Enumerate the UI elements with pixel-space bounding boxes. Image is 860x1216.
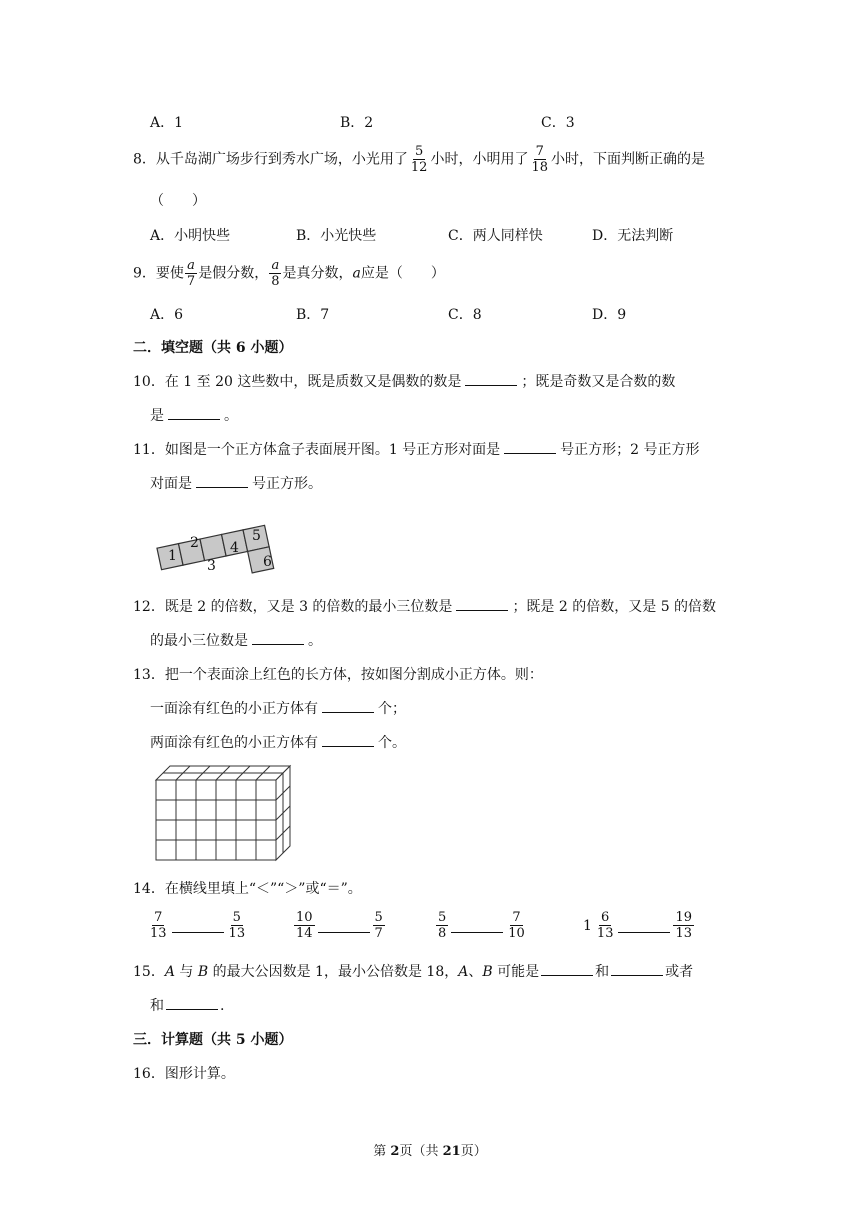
fraction: $\frac{19}{13}$ [675,910,693,941]
answer-blank [168,407,220,420]
answer-blank[interactable] [618,918,670,933]
net-label-1: 1 [168,548,177,564]
q9-stem: 9．要使 $\frac{a}{7}$ 是假分数， $\frac{a}{8}$ 是真分数，a应是（ ） [133,258,445,289]
net-label-6: 6 [263,554,272,570]
fraction: $\frac{7}{10}$ [508,910,525,941]
q12-line2: 的最小三位数是 。 [150,633,322,649]
q13-line1: 13．把一个表面涂上红色的长方体，按如图分割成小正方体。则： [133,667,543,683]
q15-line2: 和 . [150,998,225,1014]
answer-blank [611,963,663,976]
answer-blank [541,963,593,976]
fraction: $\frac{7}{13}$ [150,910,167,941]
q8-option-d: D．无法判断 [592,228,674,244]
q12-line1: 12．既是 2 的倍数，又是 3 的倍数的最小三位数是 ；既是 2 的倍数，又是 5 的倍数 [133,599,717,615]
section-heading: 三．计算题（共 5 小题） [133,1032,293,1048]
q7-option-a: A．1 [150,115,184,131]
q8-option-c: C．两人同样快 [448,228,543,244]
net-label-5: 5 [252,528,261,544]
fraction: $\frac{5}{7}$ [374,910,383,941]
q9-option-d: D．9 [592,307,627,323]
compare-item-3 [435,910,528,941]
fraction: $\frac{a}{7}$ [186,258,196,289]
fraction: $\frac{6}{13}$ [596,910,614,941]
section-heading: 二．填空题（共 6 小题） [133,340,293,356]
q13-line3: 两面涂有红色的小正方体有 个。 [150,735,406,751]
answer-blank [196,475,248,488]
q7-option-c: C．3 [541,115,575,131]
q8-paren: （ ） [150,193,206,209]
fraction: $\frac{5}{12}$ [410,144,428,175]
fraction: $\frac{5}{8}$ [438,910,447,941]
cuboid-figure [150,762,295,864]
q7-option-b: B．2 [340,115,374,131]
fraction: $\frac{7}{18}$ [531,144,548,175]
q10-line1: 10．在 1 至 20 这些数中，既是质数又是偶数的数是 ；既是奇数又是合数的数 [133,374,676,390]
answer-blank [465,373,517,386]
fraction: $\frac{10}{14}$ [296,910,313,941]
page-footer: 第 2页（共 21页） [373,1144,487,1159]
q10-line2: 是 。 [150,408,238,424]
compare-item-1 [147,910,248,941]
answer-blank[interactable] [172,918,224,933]
q8-option-a: A．小明快些 [150,228,231,244]
q8-option-b: B．小光快些 [296,228,377,244]
net-label-3: 3 [207,558,216,574]
compare-item-2 [293,910,386,941]
fraction: $\frac{5}{13}$ [228,910,246,941]
answer-blank[interactable] [451,918,503,933]
answer-blank[interactable] [318,918,370,933]
q14-stem: 14．在横线里填上“＜”“＞”或“＝”。 [133,881,362,897]
cube-net-figure [150,510,300,582]
answer-blank [504,441,556,454]
answer-blank [252,632,304,645]
compare-item-4 [583,910,695,941]
answer-blank [322,700,374,713]
q9-option-a: A．6 [150,307,184,323]
net-label-4: 4 [230,540,239,556]
net-label-2: 2 [190,535,199,551]
q9-option-c: C．8 [448,307,482,323]
q8-stem: 8．从千岛湖广场步行到秀水广场，小光用了 $\frac{5}{12}$ 小时，小明用了 $\frac{7}{18}$ 小时，下面判断正确的是 [133,144,705,175]
q9-option-b: B．7 [296,307,330,323]
q11-line2: 对面是 号正方形。 [150,476,322,492]
answer-blank [322,734,374,747]
q16-stem: 16．图形计算。 [133,1066,235,1082]
fraction: $\frac{a}{8}$ [271,258,280,289]
q11-line1: 11．如图是一个正方体盒子表面展开图。1 号正方形对面是 号正方形；2 号正方形 [133,442,700,458]
q15-line1: 15．A 与 B 的最大公因数是 1，最小公倍数是 18，A、B 可能是 和 或者 [133,964,694,980]
mixed-whole: 1 [583,917,592,934]
q13-line2: 一面涂有红色的小正方体有 个； [150,701,406,717]
answer-blank [456,598,508,611]
answer-blank [166,997,218,1010]
